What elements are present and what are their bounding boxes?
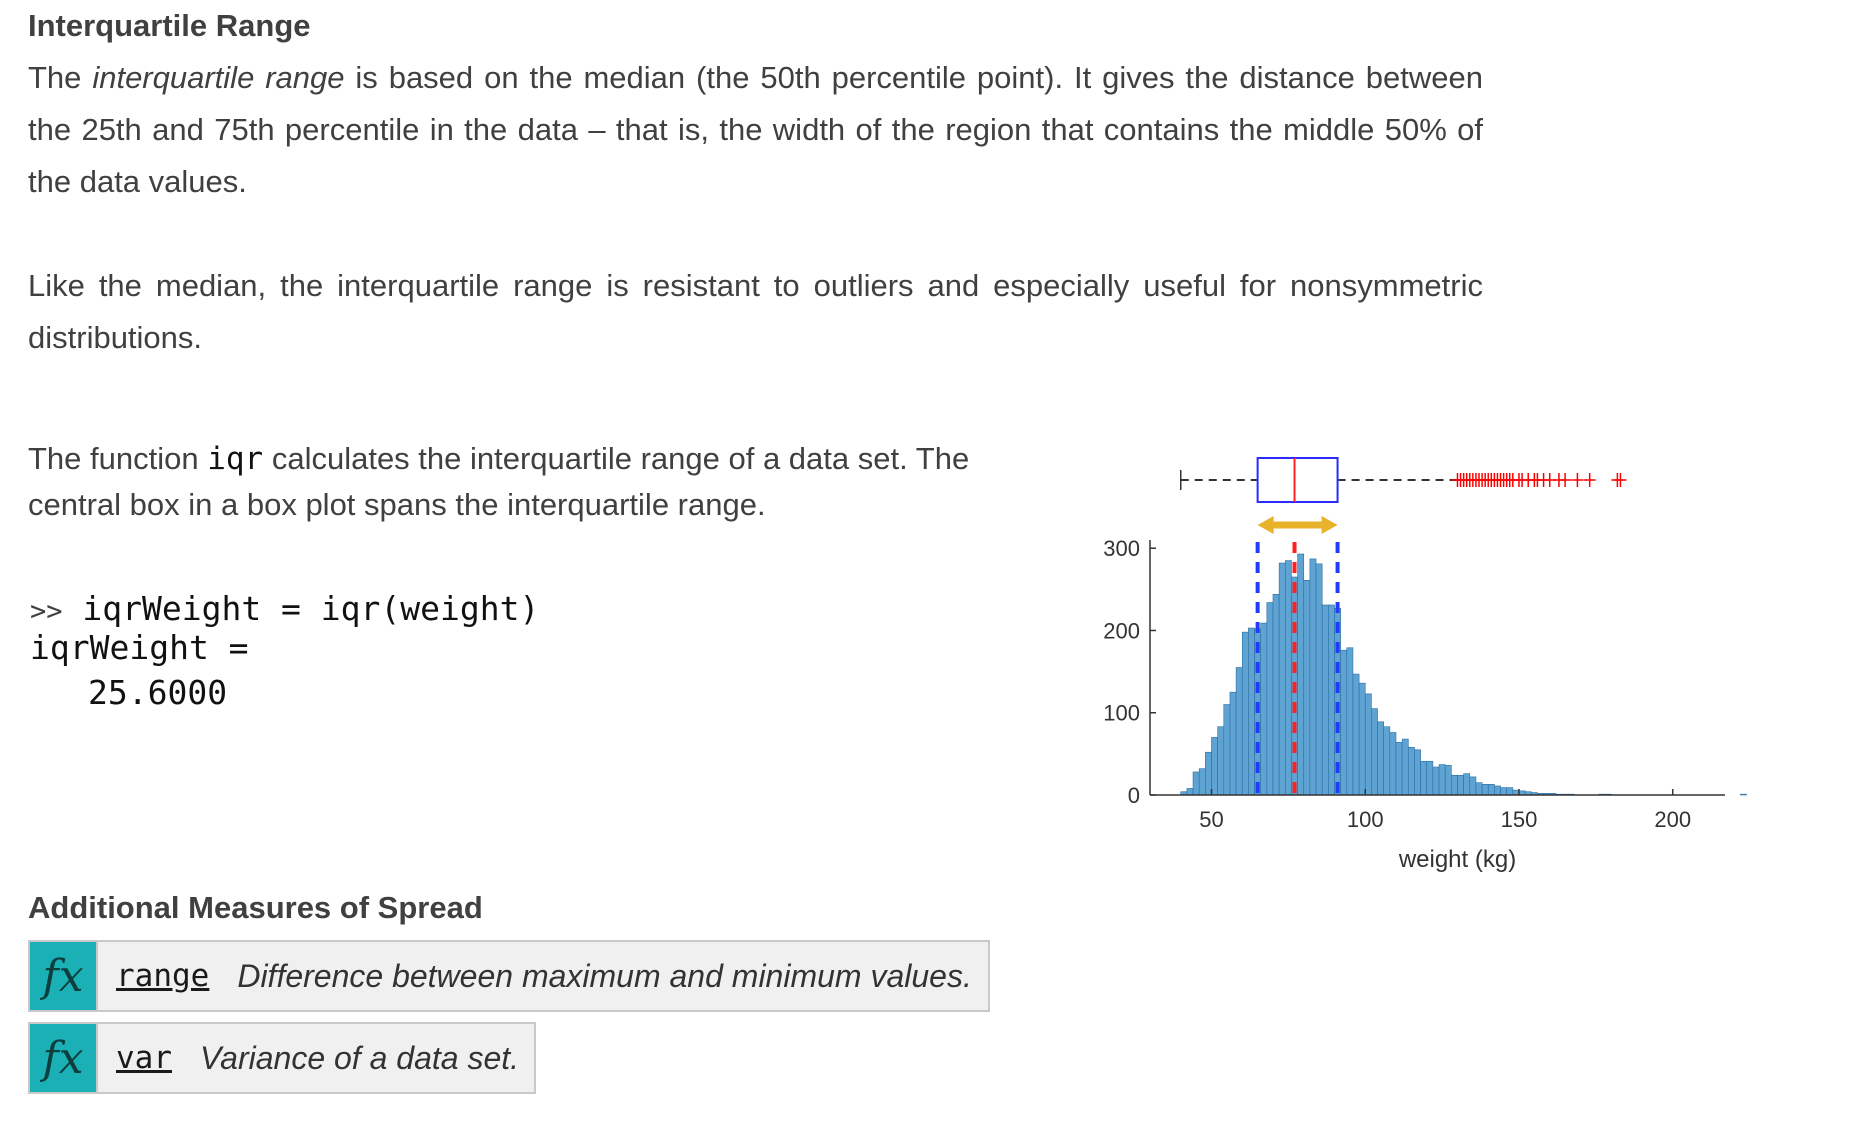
histogram-bar <box>1365 694 1371 795</box>
iqr-term: interquartile range <box>92 60 345 95</box>
iqr-arrow-head-left <box>1258 516 1274 534</box>
histogram-bar <box>1488 784 1494 795</box>
histogram-bar <box>1224 705 1230 795</box>
histogram-bar <box>1501 788 1507 795</box>
y-tick-label: 0 <box>1127 783 1140 808</box>
paragraph-iqr-definition <box>28 52 1483 208</box>
histogram-bar <box>1236 668 1242 796</box>
histogram-bar <box>1273 594 1279 795</box>
iqr-function-name: iqr <box>207 441 264 477</box>
x-tick-label: 200 <box>1654 807 1692 832</box>
clipped-axis-label <box>1340 0 1472 1</box>
histogram-bar <box>1279 563 1285 795</box>
fx-icon: fx <box>30 942 98 1010</box>
histogram-bar <box>1482 784 1488 795</box>
code-output-name: iqrWeight = <box>30 628 249 667</box>
histogram-bar <box>1261 623 1267 795</box>
command-text: iqrWeight = iqr(weight) <box>62 589 540 628</box>
weight-histogram-chart <box>1060 440 1760 900</box>
histogram-bar <box>1371 709 1377 795</box>
histogram-bar <box>1187 788 1193 795</box>
y-tick-label: 200 <box>1103 618 1140 644</box>
range-description: Difference between maximum and minimum values. <box>237 957 972 994</box>
fx-icon: fx <box>30 1024 98 1092</box>
range-function-link[interactable]: range <box>116 958 210 994</box>
y-tick-label: 100 <box>1103 700 1140 726</box>
para3-prefix: The function <box>28 441 208 476</box>
histogram-bar <box>1218 727 1224 795</box>
histogram-bar <box>1402 739 1408 795</box>
var-function-link[interactable]: var <box>116 1040 172 1076</box>
histogram-bar <box>1353 674 1359 795</box>
para3-rest: calculates the interquartile range of a data set. The central box in a box plot spans the interquartile range. <box>28 441 970 522</box>
histogram-bar <box>1359 683 1365 795</box>
histogram-bar <box>1211 737 1217 795</box>
var-description: Variance of a data set. <box>200 1039 520 1076</box>
command-prompt: >> <box>30 596 63 627</box>
histogram-bar <box>1451 775 1457 795</box>
histogram-bar <box>1298 554 1304 795</box>
histogram-bar <box>1433 767 1439 795</box>
histogram-bar <box>1285 561 1291 795</box>
para1-rest: is based on the median (the 50th percentile point). It gives the distance between the 25th and 75th percentile in the data – that is, the width of the region that contains the middle 50% of the data values. <box>28 60 1483 199</box>
histogram-bar <box>1193 772 1199 795</box>
histogram-bar <box>1199 769 1205 795</box>
histogram-bar <box>1322 605 1328 795</box>
histogram-bar <box>1316 564 1322 795</box>
paragraph-resistance: Like the median, the interquartile range is resistant to outliers and especially useful for nonsymmetric distributions. <box>28 268 1483 355</box>
function-card-range[interactable] <box>28 940 990 1012</box>
y-tick-label: 300 <box>1103 536 1140 562</box>
histogram-bar <box>1494 786 1500 795</box>
para1-prefix: The <box>28 60 93 95</box>
histogram-bar <box>1457 775 1463 795</box>
histogram-bar <box>1476 783 1482 795</box>
histogram-bar <box>1396 742 1402 795</box>
x-tick-label: 150 <box>1500 807 1538 832</box>
code-output-value: 25.6000 <box>88 673 228 712</box>
section-title: Interquartile Range <box>28 8 311 43</box>
histogram-bar <box>1390 732 1396 795</box>
x-axis-label: weight (kg) <box>1398 846 1517 873</box>
histogram-bar <box>1242 632 1248 795</box>
histogram-bar <box>1470 777 1476 795</box>
histogram-bar <box>1427 761 1433 795</box>
histogram-bar <box>1205 752 1211 795</box>
iqr-arrow-head-right <box>1322 516 1338 534</box>
histogram-bar <box>1230 692 1236 795</box>
function-card-var[interactable] <box>28 1022 536 1094</box>
histogram-bar <box>1341 650 1347 795</box>
histogram-bar <box>1439 765 1445 795</box>
x-tick-label: 50 <box>1199 807 1224 832</box>
paragraph-iqr-function <box>28 436 1028 528</box>
histogram-bar <box>1310 559 1316 795</box>
x-tick-label: 100 <box>1346 807 1384 832</box>
histogram-bar <box>1421 761 1427 795</box>
histogram-bar <box>1507 788 1513 795</box>
code-command-line <box>30 590 539 631</box>
histogram-bar <box>1304 580 1310 795</box>
histogram-bar <box>1248 628 1254 795</box>
histogram-bar <box>1445 765 1451 795</box>
histogram-bar <box>1740 794 1746 795</box>
box-iqr <box>1258 458 1338 502</box>
histogram-bar <box>1408 747 1414 795</box>
subsection-title: Additional Measures of Spread <box>28 890 483 925</box>
chart-layer <box>1103 458 1746 873</box>
histogram-bar <box>1384 727 1390 795</box>
histogram-bar <box>1464 774 1470 795</box>
histogram-bar <box>1267 603 1273 795</box>
histogram-bar <box>1328 605 1334 795</box>
histogram-bar <box>1347 648 1353 795</box>
histogram-bar <box>1414 750 1420 795</box>
histogram-bar <box>1378 722 1384 795</box>
